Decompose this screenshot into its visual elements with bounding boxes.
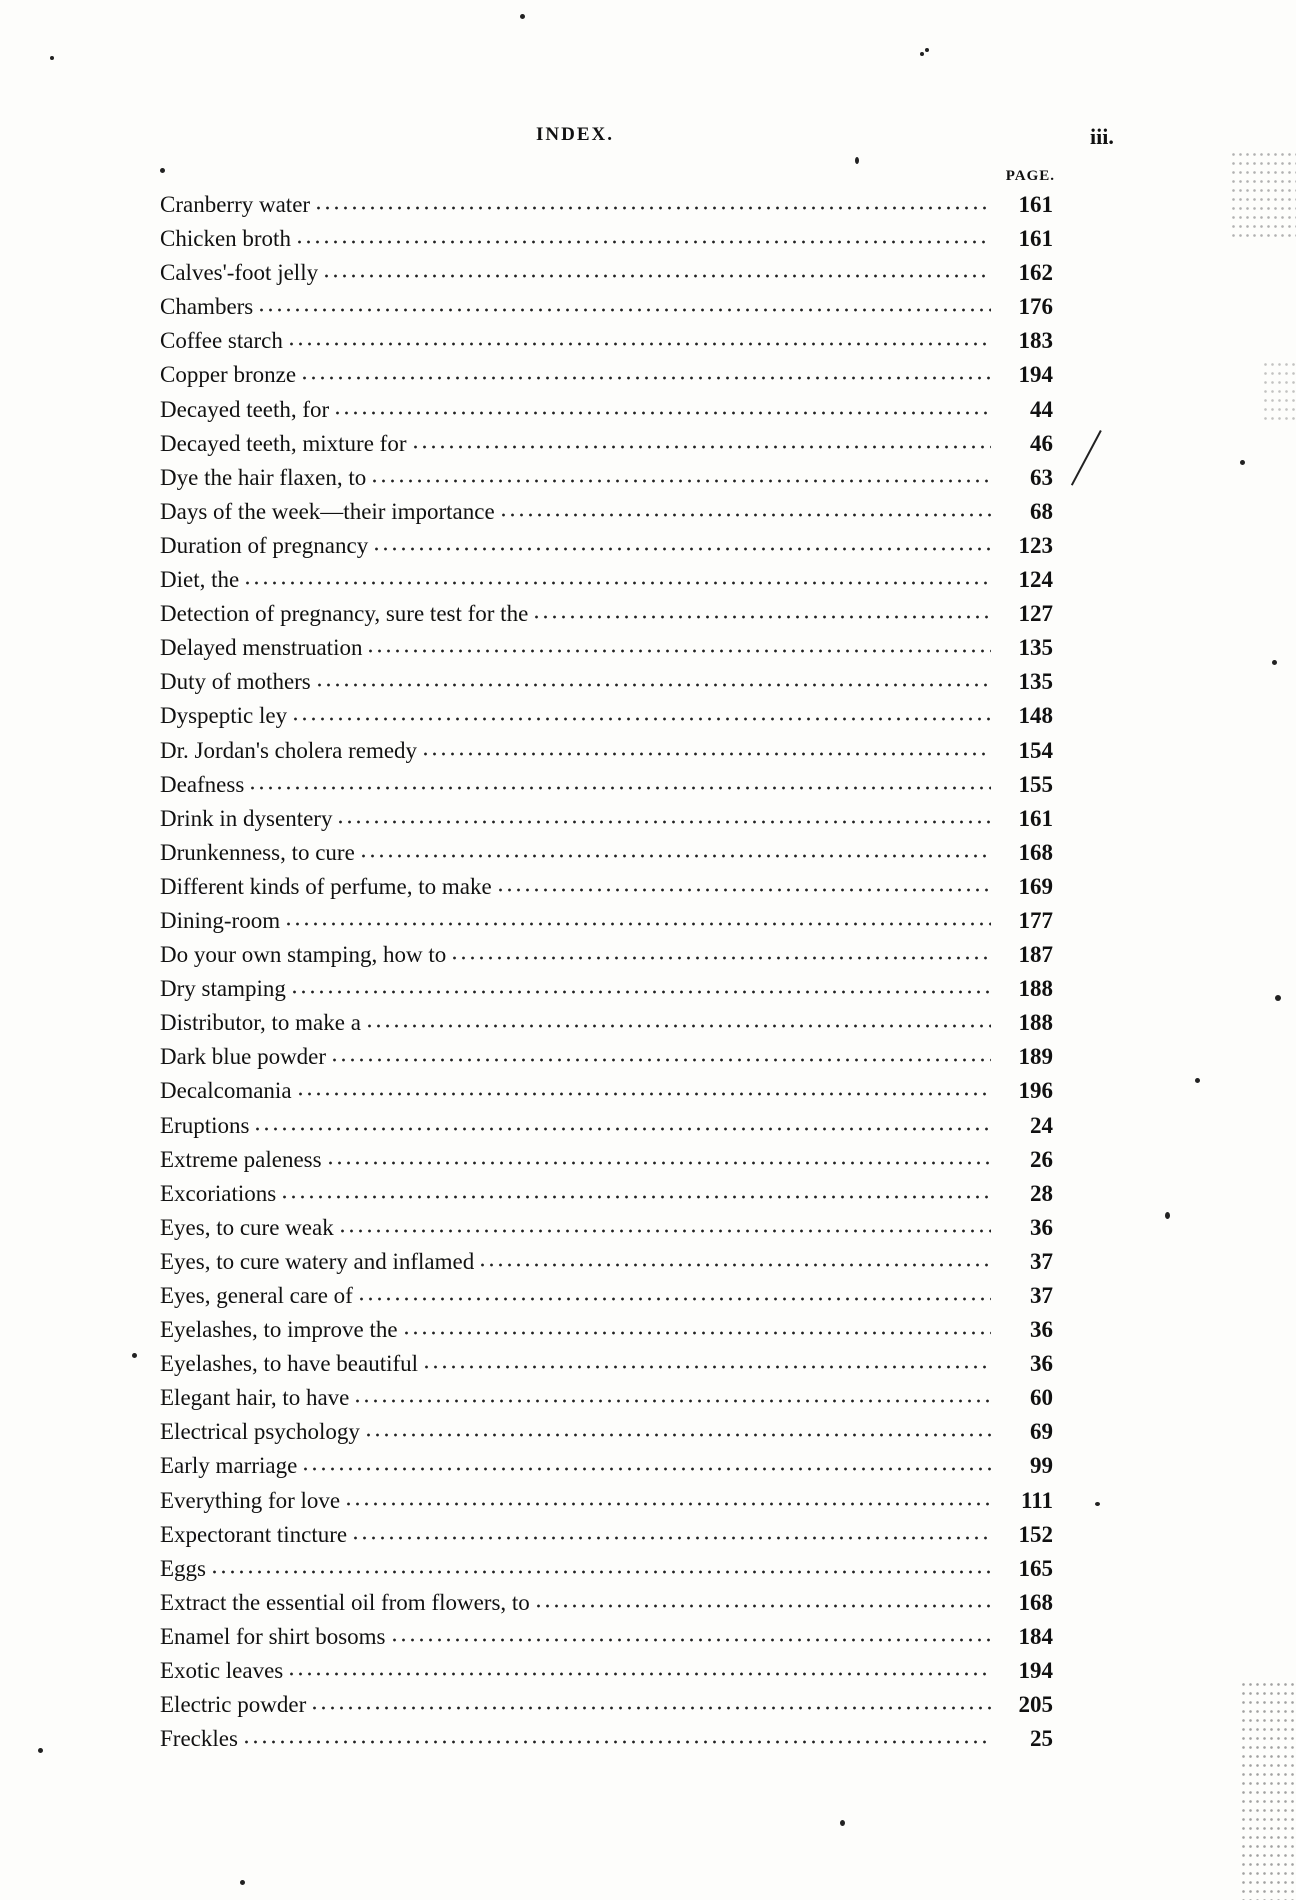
- index-entry: [160, 222, 1053, 256]
- dot-leader: [450, 942, 991, 962]
- dot-leader: [338, 1215, 991, 1235]
- scan-speck: [1275, 995, 1281, 1001]
- entry-page-number: 205: [1018, 1692, 1053, 1718]
- entry-label: Electric powder: [160, 1692, 307, 1718]
- entry-page-number: 165: [1018, 1555, 1053, 1581]
- index-entry: [160, 1040, 1053, 1074]
- entry-page-number: 135: [1018, 635, 1053, 661]
- index-entry: [160, 358, 1053, 392]
- index-entry: [160, 1415, 1053, 1449]
- entry-label: Distributor, to make a: [160, 1010, 361, 1036]
- entry-page-number: 37: [1030, 1283, 1053, 1308]
- entry-label: Dry stamping: [160, 976, 286, 1002]
- index-entry: [160, 563, 1053, 597]
- entry-label: Expectorant tincture: [160, 1521, 348, 1547]
- dot-leader: [357, 1283, 991, 1303]
- scan-speck: [920, 52, 924, 56]
- entry-page-number: 154: [1018, 737, 1053, 763]
- scan-speck: [925, 48, 929, 52]
- entry-label: Eyes, general care of: [160, 1283, 353, 1308]
- entry-label: Decayed teeth, for: [160, 396, 330, 422]
- entry-label: Different kinds of perfume, to make: [160, 873, 492, 899]
- index-entry: [160, 1347, 1053, 1381]
- dot-leader: [300, 362, 991, 382]
- entry-page-number: 99: [1030, 1453, 1053, 1479]
- entry-page-number: 24: [1030, 1112, 1053, 1138]
- entry-label: Exotic leaves: [160, 1658, 284, 1684]
- index-entry: [160, 597, 1053, 631]
- scan-edge-noise: [1230, 150, 1296, 240]
- dot-leader: [290, 976, 991, 996]
- dot-leader: [322, 260, 991, 280]
- dot-leader: [296, 1078, 991, 1098]
- entry-page-number: 168: [1018, 1589, 1053, 1615]
- dot-leader: [242, 1726, 991, 1746]
- index-entry: [160, 290, 1053, 324]
- index-entry: [160, 1074, 1053, 1108]
- entry-page-number: 36: [1030, 1351, 1053, 1377]
- entry-page-number: 37: [1030, 1248, 1053, 1274]
- index-entry: [160, 1211, 1053, 1245]
- scan-speck: [240, 1880, 245, 1885]
- entry-page-number: 69: [1030, 1419, 1053, 1445]
- entry-page-number: 111: [1021, 1487, 1053, 1513]
- dot-leader: [370, 465, 991, 485]
- entry-label: Eyes, to cure watery and inflamed: [160, 1248, 475, 1274]
- dot-leader: [390, 1624, 992, 1644]
- index-entry: [160, 972, 1053, 1006]
- dot-leader: [364, 1419, 991, 1439]
- dot-leader: [248, 772, 991, 792]
- scan-speck: [855, 157, 859, 164]
- index-entry: [160, 836, 1053, 870]
- entry-page-number: 26: [1030, 1146, 1053, 1172]
- entry-page-number: 161: [1018, 805, 1053, 831]
- entry-page-number: 168: [1018, 839, 1053, 865]
- entry-page-number: 161: [1018, 226, 1053, 252]
- scan-speck: [1095, 1502, 1100, 1506]
- entry-label: Decalcomania: [160, 1078, 292, 1104]
- entry-page-number: 177: [1018, 907, 1053, 933]
- entry-label: Copper bronze: [160, 362, 297, 388]
- index-entry: [160, 631, 1053, 665]
- entry-page-number: 162: [1018, 260, 1053, 286]
- entry-label: Do your own stamping, how to: [160, 942, 447, 968]
- index-entry: [160, 495, 1053, 529]
- entry-label: Decayed teeth, mixture for: [160, 430, 407, 456]
- scan-speck: [50, 56, 54, 60]
- entry-page-number: 127: [1018, 601, 1053, 627]
- entry-page-number: 152: [1018, 1521, 1053, 1547]
- entry-label: Chicken broth: [160, 226, 291, 252]
- dot-leader: [532, 601, 991, 621]
- index-entry: [160, 256, 1053, 290]
- dot-leader: [257, 294, 991, 314]
- dot-leader: [336, 806, 991, 826]
- entry-page-number: 183: [1018, 328, 1053, 354]
- running-header: [0, 124, 1296, 154]
- entry-label: Days of the week—their importance: [160, 498, 495, 524]
- scan-speck: [1165, 1212, 1170, 1219]
- entry-page-number: 194: [1018, 1658, 1053, 1684]
- entry-page-number: 184: [1018, 1623, 1053, 1649]
- index-entry: [160, 1177, 1053, 1211]
- entry-page-number: 25: [1030, 1726, 1053, 1752]
- entry-label: Early marriage: [160, 1453, 298, 1479]
- index-entry: [160, 938, 1053, 972]
- entry-label: Delayed menstruation: [160, 635, 363, 661]
- entry-page-number: 196: [1018, 1078, 1053, 1104]
- dot-leader: [310, 1692, 991, 1712]
- scan-speck: [1195, 1078, 1200, 1083]
- dot-leader: [478, 1249, 991, 1269]
- dot-leader: [411, 431, 992, 451]
- index-entry: [160, 427, 1053, 461]
- entry-page-number: 36: [1030, 1214, 1053, 1240]
- page-title: INDEX.: [536, 124, 614, 145]
- index-entry: [160, 393, 1053, 427]
- dot-leader: [295, 226, 991, 246]
- index-entry: [160, 1518, 1053, 1552]
- entry-label: Enamel for shirt bosoms: [160, 1623, 386, 1649]
- index-entry: [160, 1006, 1053, 1040]
- index-entry: [160, 665, 1053, 699]
- dot-leader: [344, 1488, 991, 1508]
- index-entry: [160, 768, 1053, 802]
- entry-label: Dye the hair flaxen, to: [160, 464, 367, 490]
- index-entry: [160, 461, 1053, 495]
- dot-leader: [287, 1658, 991, 1678]
- entry-label: Chambers: [160, 294, 254, 320]
- dot-leader: [422, 1351, 991, 1371]
- entry-label: Electrical psychology: [160, 1419, 360, 1445]
- scan-edge-noise: [1262, 360, 1296, 420]
- entry-label: Extract the essential oil from flowers, to: [160, 1589, 530, 1615]
- entry-page-number: 60: [1030, 1385, 1053, 1411]
- scan-edge-noise: [1240, 1680, 1296, 1900]
- index-entry: [160, 1143, 1053, 1177]
- entry-label: Everything for love: [160, 1487, 341, 1513]
- scan-speck: [132, 1353, 137, 1358]
- entry-page-number: 44: [1030, 396, 1053, 422]
- entry-label: Duty of mothers: [160, 669, 311, 695]
- dot-leader: [333, 397, 991, 417]
- entry-page-number: 194: [1018, 362, 1053, 388]
- index-entry: [160, 904, 1053, 938]
- page-number: iii.: [1090, 124, 1114, 149]
- index-entry: [160, 1109, 1053, 1143]
- dot-leader: [326, 1147, 991, 1167]
- dot-leader: [291, 703, 991, 723]
- entry-label: Drink in dysentery: [160, 805, 333, 831]
- dot-leader: [301, 1453, 991, 1473]
- index-entry: [160, 870, 1053, 904]
- entry-page-number: 187: [1018, 942, 1053, 968]
- scan-speck: [160, 168, 165, 173]
- index-entry: [160, 1313, 1053, 1347]
- scan-speck: [840, 1820, 845, 1826]
- entry-page-number: 123: [1018, 532, 1053, 558]
- index-entry: [160, 529, 1053, 563]
- entry-page-number: 46: [1030, 430, 1053, 456]
- index-entry: [160, 1722, 1053, 1756]
- scan-speck: [1272, 660, 1277, 665]
- entry-label: Freckles: [160, 1726, 238, 1752]
- dot-leader: [315, 669, 991, 689]
- index-entry: [160, 734, 1053, 768]
- entry-label: Detection of pregnancy, sure test for the: [160, 601, 529, 627]
- page-column-label: PAGE.: [1005, 168, 1055, 184]
- entry-page-number: 68: [1030, 498, 1053, 524]
- dot-leader: [402, 1317, 991, 1337]
- scan-speck: [1240, 460, 1245, 465]
- dot-leader: [243, 567, 991, 587]
- dot-leader: [253, 1113, 991, 1133]
- dot-leader: [499, 499, 991, 519]
- entry-label: Dark blue powder: [160, 1044, 327, 1070]
- index-entry: [160, 1586, 1053, 1620]
- dot-leader: [534, 1590, 991, 1610]
- entry-page-number: 155: [1018, 771, 1053, 797]
- dot-leader: [365, 1010, 991, 1030]
- entry-label: Eyelashes, to have beautiful: [160, 1351, 419, 1377]
- dot-leader: [353, 1385, 991, 1405]
- entry-page-number: 169: [1018, 873, 1053, 899]
- entry-page-number: 161: [1018, 192, 1053, 217]
- entry-page-number: 189: [1018, 1044, 1053, 1070]
- scan-speck: [520, 14, 525, 19]
- entry-label: Eggs: [160, 1555, 206, 1581]
- entry-page-number: 188: [1018, 1010, 1053, 1036]
- entry-label: Extreme paleness: [160, 1146, 322, 1172]
- entry-label: Calves'-foot jelly: [160, 260, 319, 286]
- entry-label: Eyes, to cure weak: [160, 1214, 334, 1240]
- entry-label: Eruptions: [160, 1112, 250, 1138]
- index-entry: [160, 324, 1053, 358]
- dot-leader: [330, 1044, 991, 1064]
- entry-label: Cranberry water: [160, 192, 311, 217]
- index-entry: [160, 1688, 1053, 1722]
- entry-page-number: 28: [1030, 1180, 1053, 1206]
- index-entry: [160, 1381, 1053, 1415]
- index-list: [160, 188, 1053, 1756]
- index-entry: [160, 188, 1053, 222]
- entry-label: Drunkenness, to cure: [160, 839, 355, 865]
- dot-leader: [351, 1522, 991, 1542]
- dot-leader: [366, 635, 991, 655]
- index-entry: [160, 1245, 1053, 1279]
- entry-label: Dyspeptic ley: [160, 703, 288, 729]
- entry-page-number: 63: [1030, 464, 1053, 490]
- entry-label: Dr. Jordan's cholera remedy: [160, 737, 418, 763]
- entry-label: Eyelashes, to improve the: [160, 1317, 398, 1343]
- entry-page-number: 36: [1030, 1317, 1053, 1343]
- entry-label: Duration of pregnancy: [160, 532, 369, 558]
- entry-label: Elegant hair, to have: [160, 1385, 350, 1411]
- entry-page-number: 188: [1018, 976, 1053, 1002]
- index-entry: [160, 1620, 1053, 1654]
- index-entry: [160, 1484, 1053, 1518]
- dot-leader: [284, 908, 991, 928]
- index-entry: [160, 1654, 1053, 1688]
- entry-page-number: 124: [1018, 567, 1053, 593]
- index-entry: [160, 1279, 1053, 1313]
- dot-leader: [280, 1181, 991, 1201]
- index-entry: [160, 699, 1053, 733]
- dot-leader: [314, 192, 991, 212]
- entry-label: Coffee starch: [160, 328, 283, 354]
- entry-label: Dining-room: [160, 907, 281, 933]
- dot-leader: [287, 328, 991, 348]
- index-entry: [160, 1552, 1053, 1586]
- dot-leader: [496, 874, 991, 894]
- dot-leader: [210, 1556, 991, 1576]
- dot-leader: [372, 533, 991, 553]
- dot-leader: [421, 738, 991, 758]
- entry-label: Excoriations: [160, 1180, 277, 1206]
- entry-page-number: 148: [1018, 703, 1053, 729]
- entry-page-number: 135: [1018, 669, 1053, 695]
- scan-speck: [38, 1748, 43, 1753]
- scan-stray-mark: [1071, 430, 1102, 486]
- entry-label: Deafness: [160, 771, 245, 797]
- index-entry: [160, 802, 1053, 836]
- dot-leader: [359, 840, 991, 860]
- entry-label: Diet, the: [160, 567, 240, 593]
- entry-page-number: 176: [1018, 294, 1053, 320]
- index-entry: [160, 1449, 1053, 1483]
